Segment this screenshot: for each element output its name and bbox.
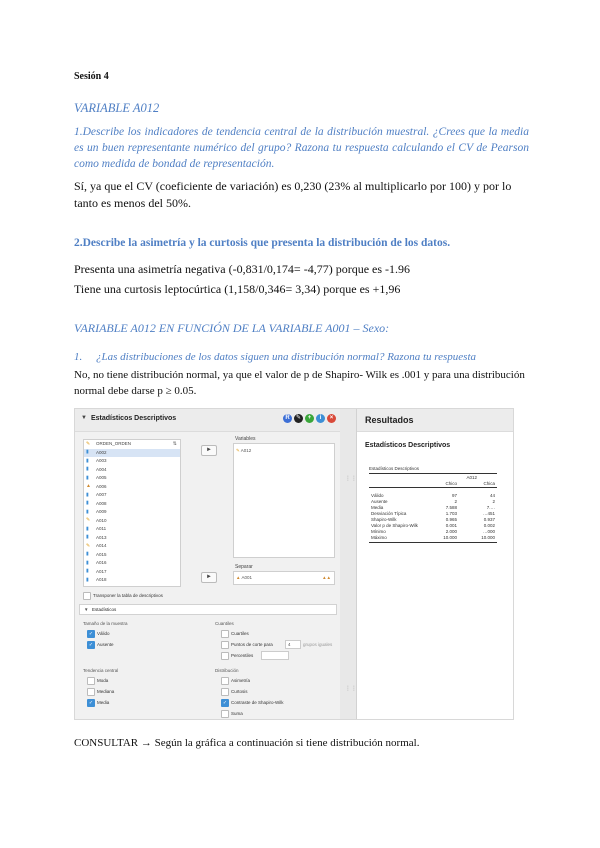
variable-name: A004 xyxy=(96,466,107,472)
transpose-checkbox[interactable] xyxy=(83,592,91,600)
skewness-label: Asimetría xyxy=(231,678,251,683)
variable-name: A011 xyxy=(96,526,107,531)
analysis-header xyxy=(75,409,340,432)
move-to-split-button[interactable]: ► xyxy=(201,572,217,583)
table-group-label: A012 xyxy=(466,475,477,480)
jasp-screenshot xyxy=(74,408,514,720)
question-3 xyxy=(74,351,476,363)
r-icon[interactable]: R xyxy=(283,414,292,423)
percentiles-label: Percentiles xyxy=(231,653,254,658)
sum-label: Suma xyxy=(231,711,243,716)
variable-name: A010 xyxy=(96,517,107,523)
percentiles-input[interactable] xyxy=(261,651,289,660)
ordinal-icon: ▮ xyxy=(86,534,89,540)
sort-icon[interactable]: ⇅ xyxy=(172,441,177,447)
variable-name: A018 xyxy=(96,577,107,582)
scale-icon: ✎ xyxy=(86,517,91,523)
variable-name: A009 xyxy=(96,509,107,514)
quantiles-header: Cuantiles xyxy=(215,621,234,626)
ordinal-icon: ▮ xyxy=(86,457,89,464)
row-label: Ausente xyxy=(371,499,388,504)
ordinal-icon: ▮ xyxy=(86,576,89,583)
row-value-2: 0.937 xyxy=(483,517,495,522)
row-value-2: …000 xyxy=(482,529,495,534)
answer-3: No, no tiene distribución normal, ya que el valor de p de Shapiro- Wilk es .001 y para una distribución normal debe darse p ≥ 0.05. xyxy=(74,369,525,397)
cut-points-input[interactable]: 4 xyxy=(285,640,301,649)
variable-name: A008 xyxy=(96,500,107,506)
table-header-rule xyxy=(369,487,497,488)
variable-list-item[interactable] xyxy=(84,474,180,483)
row-label: Media xyxy=(371,505,384,510)
edit-icon[interactable]: ✎ xyxy=(295,415,302,421)
row-value-2: 7.… xyxy=(486,505,495,510)
row-label: Válido xyxy=(371,493,384,498)
table-caption: Estadísticos Descriptivos xyxy=(369,466,420,471)
variable-name: A016 xyxy=(96,560,107,565)
quartiles-label: Cuartiles xyxy=(231,631,249,636)
mean-checkbox[interactable]: ✓ xyxy=(88,700,94,706)
split-variable[interactable]: ▲ A001 xyxy=(236,575,252,580)
central-tendency-header: Tendencia central xyxy=(83,668,119,673)
info-icon[interactable]: i xyxy=(316,414,325,423)
variable-title: VARIABLE A012 xyxy=(74,101,160,115)
row-value-1: 0.001 xyxy=(445,523,457,528)
median-label: Mediana xyxy=(97,689,115,694)
row-value-1: 2.000 xyxy=(445,529,457,534)
variable-name: A003 xyxy=(96,458,107,463)
missing-label: Ausente xyxy=(97,642,114,647)
selected-variable[interactable]: ✎ A012 xyxy=(236,448,252,453)
row-label: Valor p de Shapiro-Wilk xyxy=(371,523,418,528)
kurtosis-checkbox[interactable] xyxy=(221,688,229,696)
row-value-1: 7.588 xyxy=(445,505,457,510)
ordinal-icon: ▮ xyxy=(86,449,89,455)
table-row xyxy=(369,535,497,541)
row-label: Máximo xyxy=(371,535,387,540)
ordinal-icon: ▮ xyxy=(86,491,89,498)
ordinal-icon: ▮ xyxy=(86,568,89,574)
row-value-2: 2 xyxy=(492,499,495,504)
row-label: Shapiro-Wilk xyxy=(371,517,397,522)
move-to-variables-button[interactable]: ► xyxy=(201,445,217,456)
analysis-title: Estadísticos Descriptivos xyxy=(91,415,177,422)
nominal-icon: ▲ xyxy=(86,483,91,489)
question-2: 2.Describe la asimetría y la curtosis que presenta la distribución de los datos. xyxy=(74,237,451,249)
variables-box[interactable] xyxy=(233,443,335,558)
splitter-grip-icon[interactable]: ⋮⋮ xyxy=(345,476,357,482)
question-3-number: 1. xyxy=(74,351,83,363)
variable-list-item[interactable] xyxy=(84,517,180,526)
cut-points-checkbox[interactable] xyxy=(221,641,229,649)
ordinal-icon: ▮ xyxy=(86,508,89,515)
variable-list-item[interactable] xyxy=(84,576,180,585)
variable-name: A006 xyxy=(96,483,107,489)
collapse-caret-icon[interactable]: ▼ xyxy=(81,415,87,421)
valid-label: Válido xyxy=(97,631,110,636)
median-checkbox[interactable] xyxy=(87,688,95,696)
mode-label: Moda xyxy=(97,678,109,683)
variable-list-item[interactable] xyxy=(84,559,180,568)
results-pane xyxy=(357,409,513,719)
results-header xyxy=(357,409,513,432)
session-heading: Sesión 4 xyxy=(74,71,109,82)
row-value-1: 97 xyxy=(451,493,457,498)
col-header-2: Chica xyxy=(483,481,495,486)
variable-list-item[interactable] xyxy=(84,542,180,551)
variable-name: A005 xyxy=(96,475,107,480)
row-label: Mínimo xyxy=(371,529,386,534)
splitter[interactable] xyxy=(340,409,357,719)
ordinal-icon: ▮ xyxy=(86,551,89,557)
mode-checkbox[interactable] xyxy=(87,677,95,685)
ordinal-icon: ▮ xyxy=(86,559,89,566)
cut-points-label: Puntos de corte para xyxy=(231,642,273,647)
table-bottom-rule xyxy=(369,542,497,543)
answer-2-kurtosis: Tiene una curtosis leptocúrtica (1,158/0,346= 3,34) porque es +1,96 xyxy=(74,282,401,296)
cut-points-suffix: grupos iguales xyxy=(303,642,333,647)
row-value-2: 10.000 xyxy=(481,535,495,540)
answer-1: Sí, ya que el CV (coeficiente de variación) es 0,230 (23% al multiplicarlo por 100) y por lo tanto es menos del 50%. xyxy=(74,179,512,210)
question-1: 1.Describe los indicadores de tendencia central de la distribución muestral. ¿Crees que la media es un buen representante numérico del grupo? Razona tu respuesta calculando el CV de Pearson como medida de bondad de representación. xyxy=(74,126,529,170)
sample-size-header: Tamaño de la muestra xyxy=(83,621,128,626)
split-label: Separar xyxy=(235,564,253,570)
skewness-checkbox[interactable] xyxy=(221,677,229,685)
row-value-2: 44 xyxy=(489,493,495,498)
ordinal-icon: ▮ xyxy=(86,466,89,472)
variable-name: A013 xyxy=(96,534,107,540)
scale-icon: ✎ xyxy=(86,440,91,447)
row-value-2: …451 xyxy=(482,511,495,516)
nominal-icon: ▲ xyxy=(236,575,241,580)
stats-caret-icon: ▼ xyxy=(84,607,89,612)
transpose-label: Transponer la tabla de descriptivos xyxy=(93,593,163,598)
ordinal-icon: ▮ xyxy=(86,525,89,532)
missing-checkbox[interactable]: ✓ xyxy=(88,642,94,648)
close-icon[interactable]: × xyxy=(327,414,336,423)
variable-list-item[interactable] xyxy=(84,457,180,466)
variable-list-item[interactable] xyxy=(84,483,180,492)
variable-name: A014 xyxy=(96,543,107,548)
results-subtitle: Estadísticos Descriptivos xyxy=(365,442,451,449)
variable-name: A015 xyxy=(96,551,107,557)
quartiles-checkbox[interactable] xyxy=(221,630,229,638)
stats-section-header[interactable] xyxy=(79,604,337,615)
row-value-1: 10.000 xyxy=(443,535,457,540)
splitter-grip-icon-2[interactable]: ⋮⋮ xyxy=(345,686,357,692)
variables-label: Variables xyxy=(235,436,256,442)
consult-note: CONSULTAR → Según la gráfica a continuación si tiene distribución normal. xyxy=(74,737,420,749)
shapiro-label: Contraste de Shapiro-Wilk xyxy=(231,700,284,705)
percentiles-checkbox[interactable] xyxy=(221,652,229,660)
add-icon[interactable]: + xyxy=(305,414,314,423)
variable-list-item[interactable] xyxy=(84,500,180,509)
scale-icon: ✎ xyxy=(86,542,91,549)
variable-list-item[interactable] xyxy=(84,534,180,543)
table-body xyxy=(369,493,497,541)
header-actions xyxy=(281,414,336,432)
distribution-header: Distribución xyxy=(215,668,239,673)
pencil-icon: ✎ xyxy=(236,448,240,453)
ordinal-icon: ▮ xyxy=(86,500,89,506)
row-value-1: 0.965 xyxy=(445,517,457,522)
mean-label: Media xyxy=(97,700,110,705)
results-title: Resultados xyxy=(365,415,414,425)
shapiro-checkbox[interactable]: ✓ xyxy=(222,700,228,706)
variable-title-2: VARIABLE A012 EN FUNCIÓN DE LA VARIABLE A001 – Sexo: xyxy=(74,321,390,335)
variable-list[interactable] xyxy=(83,439,181,587)
row-value-1: 2 xyxy=(454,499,457,504)
analysis-options-pane xyxy=(75,409,341,719)
sum-checkbox[interactable] xyxy=(221,710,229,718)
variable-name: A007 xyxy=(96,492,107,497)
split-box[interactable] xyxy=(233,571,335,585)
kurtosis-label: Curtosis xyxy=(231,689,248,694)
descriptives-table xyxy=(369,475,497,541)
variable-list-item[interactable] xyxy=(84,551,180,560)
variable-name: A017 xyxy=(96,568,107,574)
valid-checkbox[interactable]: ✓ xyxy=(88,631,94,637)
row-value-2: 0.002 xyxy=(483,523,495,528)
variable-name: ORDEN_ORDEN xyxy=(96,441,132,446)
variable-type-icon: ▲▲ xyxy=(322,575,331,580)
variable-list-item[interactable] xyxy=(84,449,180,458)
row-label: Desviación Típica xyxy=(371,511,407,516)
answer-2-skewness: Presenta una asimetría negativa (-0,831/0,174= -4,77) porque es -1.96 xyxy=(74,262,411,276)
stats-section-title: Estadísticos xyxy=(92,607,117,612)
table-top-rule xyxy=(369,473,497,474)
row-value-1: 1.703 xyxy=(445,511,457,516)
variable-list-item[interactable] xyxy=(84,466,180,475)
ordinal-icon: ▮ xyxy=(86,474,89,481)
variable-list-item[interactable] xyxy=(84,491,180,500)
variable-list-item[interactable] xyxy=(84,568,180,577)
col-header-1: Chico xyxy=(445,481,457,486)
variable-list-item[interactable] xyxy=(84,508,180,517)
question-3-text: ¿Las distribuciones de los datos siguen una distribución normal? Razona tu respuesta xyxy=(96,351,477,363)
variable-list-item[interactable] xyxy=(84,440,180,449)
variable-list-item[interactable] xyxy=(84,525,180,534)
variable-name: A002 xyxy=(96,449,107,455)
